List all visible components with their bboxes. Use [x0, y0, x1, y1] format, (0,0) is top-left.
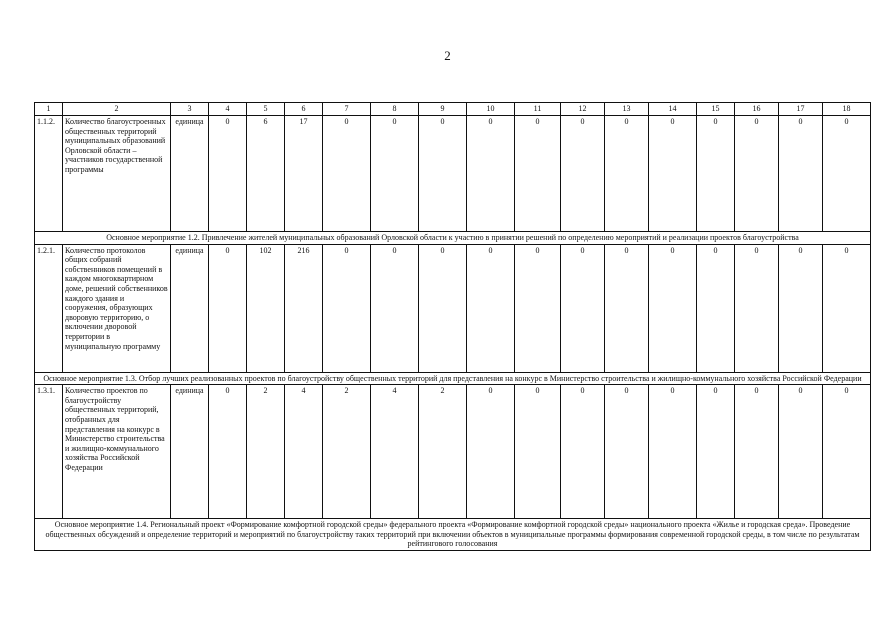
header-cell: 10: [467, 103, 515, 116]
value-cell: 0: [419, 116, 467, 232]
header-row: [35, 103, 871, 116]
value-cell: 0: [779, 116, 823, 232]
row-unit: единица: [171, 116, 209, 232]
section-row: [35, 232, 871, 245]
row-unit: единица: [171, 385, 209, 519]
value-cell: 2: [419, 385, 467, 519]
value-cell: 0: [515, 116, 561, 232]
value-cell: 0: [467, 244, 515, 372]
row-code: 1.1.2.: [35, 116, 63, 232]
value-cell: 0: [561, 116, 605, 232]
value-cell: 0: [209, 244, 247, 372]
value-cell: 0: [419, 244, 467, 372]
value-cell: 0: [371, 244, 419, 372]
value-cell: 0: [649, 385, 697, 519]
value-cell: 6: [247, 116, 285, 232]
value-cell: 2: [323, 385, 371, 519]
header-cell: 4: [209, 103, 247, 116]
value-cell: 0: [779, 244, 823, 372]
header-cell: 15: [697, 103, 735, 116]
value-cell: 0: [779, 385, 823, 519]
value-cell: 0: [605, 116, 649, 232]
value-cell: 0: [467, 116, 515, 232]
row-name: Количество благоустроенных общественных территорий муниципальных образований Орловской области – участников государственной программы: [63, 116, 171, 232]
indicators-table: [34, 102, 871, 551]
section-row: [35, 519, 871, 551]
value-cell: 102: [247, 244, 285, 372]
table-row: [35, 244, 871, 372]
header-cell: 7: [323, 103, 371, 116]
value-cell: 2: [247, 385, 285, 519]
value-cell: 17: [285, 116, 323, 232]
table-row: [35, 116, 871, 232]
value-cell: 0: [209, 385, 247, 519]
value-cell: 0: [605, 244, 649, 372]
row-name: Количество протоколов общих собраний собственников помещений в каждом многоквартирном доме, решений собственников каждого здания и сооружения, образующих дворовую территорию, о включении дворовой территории в муниципальную программу: [63, 244, 171, 372]
value-cell: 0: [735, 116, 779, 232]
header-cell: 1: [35, 103, 63, 116]
header-cell: 9: [419, 103, 467, 116]
value-cell: 0: [561, 385, 605, 519]
section-row: [35, 372, 871, 385]
header-cell: 18: [823, 103, 871, 116]
header-cell: 11: [515, 103, 561, 116]
header-cell: 14: [649, 103, 697, 116]
header-cell: 12: [561, 103, 605, 116]
section-title: Основное мероприятие 1.3. Отбор лучших реализованных проектов по благоустройству общественных территорий для представления на конкурс в Министерство строительства и жилищно-коммунального хозяйства Российской Федерации: [35, 372, 871, 385]
value-cell: 0: [323, 116, 371, 232]
header-cell: 17: [779, 103, 823, 116]
value-cell: 4: [285, 385, 323, 519]
value-cell: 0: [823, 116, 871, 232]
value-cell: 0: [323, 244, 371, 372]
value-cell: 0: [649, 244, 697, 372]
value-cell: 0: [209, 116, 247, 232]
header-cell: 16: [735, 103, 779, 116]
header-cell: 5: [247, 103, 285, 116]
section-title: Основное мероприятие 1.2. Привлечение жителей муниципальных образований Орловской области к участию в принятии решений по определению мероприятий и реализации проектов благоустройства: [35, 232, 871, 245]
value-cell: 0: [371, 116, 419, 232]
row-code: 1.2.1.: [35, 244, 63, 372]
row-name: Количество проектов по благоустройству общественных территорий, отобранных для представления на конкурс в Министерство строительства и жилищно-коммунального хозяйства Российской Федерации: [63, 385, 171, 519]
value-cell: 0: [697, 244, 735, 372]
value-cell: 0: [605, 385, 649, 519]
value-cell: 0: [561, 244, 605, 372]
header-cell: 13: [605, 103, 649, 116]
header-cell: 2: [63, 103, 171, 116]
value-cell: 0: [735, 244, 779, 372]
value-cell: 4: [371, 385, 419, 519]
value-cell: 0: [649, 116, 697, 232]
value-cell: 216: [285, 244, 323, 372]
value-cell: 0: [823, 385, 871, 519]
section-title: Основное мероприятие 1.4. Региональный проект «Формирование комфортной городской среды» федерального проекта «Формирование комфортной городской среды» национального проекта «Жилье и городская среда». Проведение общественных обсуждений и определение территорий и мероприятий по благоустройству таких территорий при включении объектов в муниципальные программы формирования современной городской среды, в том числе по результатам рейтингового голосования: [35, 519, 871, 551]
value-cell: 0: [823, 244, 871, 372]
header-cell: 3: [171, 103, 209, 116]
row-unit: единица: [171, 244, 209, 372]
page-number: 2: [444, 48, 451, 63]
value-cell: 0: [515, 244, 561, 372]
value-cell: 0: [467, 385, 515, 519]
row-code: 1.3.1.: [35, 385, 63, 519]
header-cell: 8: [371, 103, 419, 116]
value-cell: 0: [697, 385, 735, 519]
value-cell: 0: [697, 116, 735, 232]
value-cell: 0: [735, 385, 779, 519]
header-cell: 6: [285, 103, 323, 116]
table-row: [35, 385, 871, 519]
value-cell: 0: [515, 385, 561, 519]
